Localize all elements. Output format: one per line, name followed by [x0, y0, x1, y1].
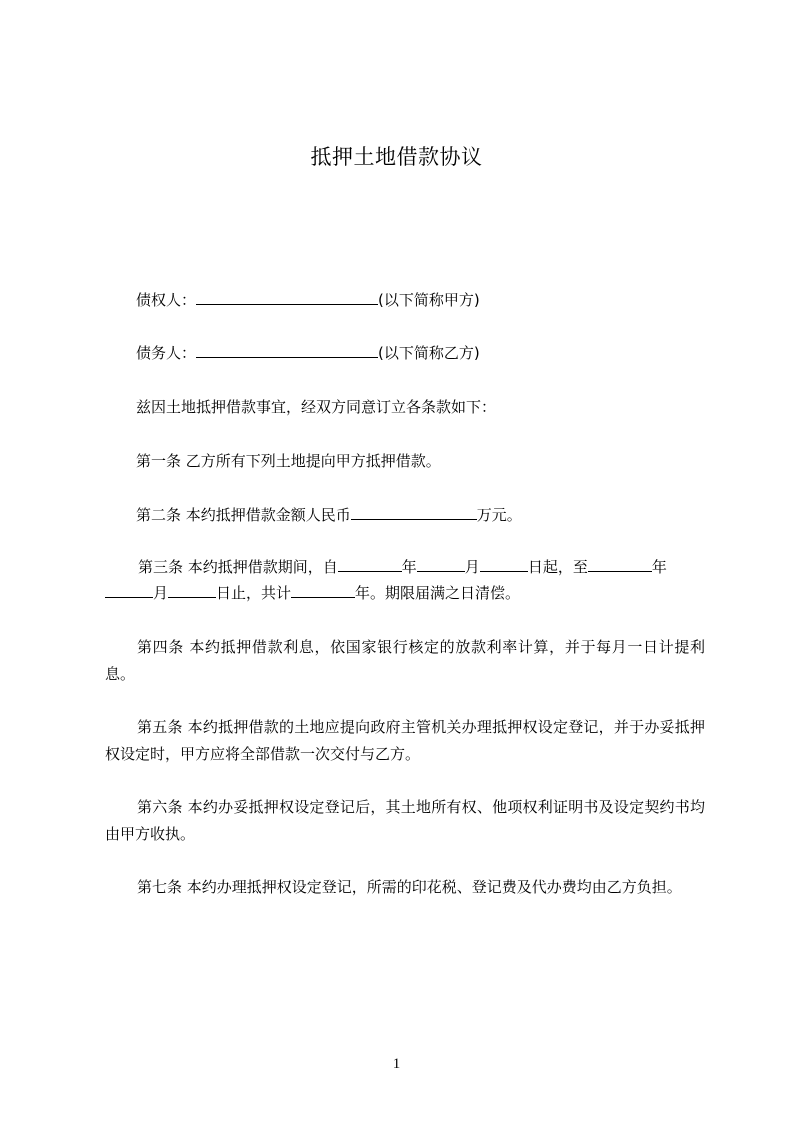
- start-day-label: 日起，至: [527, 558, 588, 576]
- end-day-blank: [168, 582, 216, 598]
- end-day-label: 日止，共计: [216, 584, 292, 602]
- article-4: 第四条 本约抵押借款利息，依国家银行核定的放款利率计算，并于每月一日计提利息。: [105, 638, 705, 683]
- article-3-line-1: [105, 554, 705, 581]
- debtor-blank: [196, 342, 378, 358]
- creditor-blank: [196, 289, 378, 305]
- term-years-blank: [291, 582, 355, 598]
- debtor-suffix: (以下简称乙方): [378, 344, 480, 362]
- creditor-suffix: (以下简称甲方): [378, 291, 480, 309]
- document-title: 抵押土地借款协议: [310, 145, 483, 169]
- start-year-label: 年: [401, 558, 417, 576]
- article-2-text: 第二条 本约抵押借款金额人民币: [136, 506, 351, 524]
- preamble: 兹因土地抵押借款事宜，经双方同意订立各条款如下：: [136, 398, 497, 416]
- article-3-line-2: [105, 580, 705, 607]
- article-7: 第七条 本约办理抵押权设定登记，所需的印花税、登记费及代办费均由乙方负担。: [137, 878, 682, 896]
- article-3-tail: 年。期限届满之日清偿。: [355, 584, 521, 602]
- article-2: [105, 502, 705, 529]
- start-month-blank: [417, 556, 465, 572]
- end-year-blank: [588, 556, 652, 572]
- end-year-label: 年: [651, 558, 667, 576]
- page-number: 1: [392, 1056, 401, 1072]
- debtor-label: 债务人：: [136, 344, 197, 362]
- start-year-blank: [338, 556, 402, 572]
- article-6: 第六条 本约办妥抵押权设定登记后，其土地所有权、他项权利证明书及设定契约书均由甲方收执。: [105, 798, 705, 843]
- article-5: 第五条 本约抵押借款的土地应提向政府主管机关办理抵押权设定登记，并于办妥抵押权设定时，甲方应将全部借款一次交付与乙方。: [105, 718, 705, 763]
- creditor-line: [105, 287, 705, 314]
- debtor-line: [105, 340, 705, 367]
- article-3-head: 第三条 本约抵押借款期间，自: [138, 558, 338, 576]
- start-month-label: 月: [464, 558, 480, 576]
- article-1: 第一条 乙方所有下列土地提向甲方抵押借款。: [136, 452, 441, 470]
- article-2-unit: 万元。: [476, 506, 522, 524]
- end-month-blank: [105, 582, 153, 598]
- creditor-label: 债权人：: [136, 291, 197, 309]
- start-day-blank: [480, 556, 528, 572]
- end-month-label: 月: [153, 584, 169, 602]
- amount-blank: [351, 504, 477, 520]
